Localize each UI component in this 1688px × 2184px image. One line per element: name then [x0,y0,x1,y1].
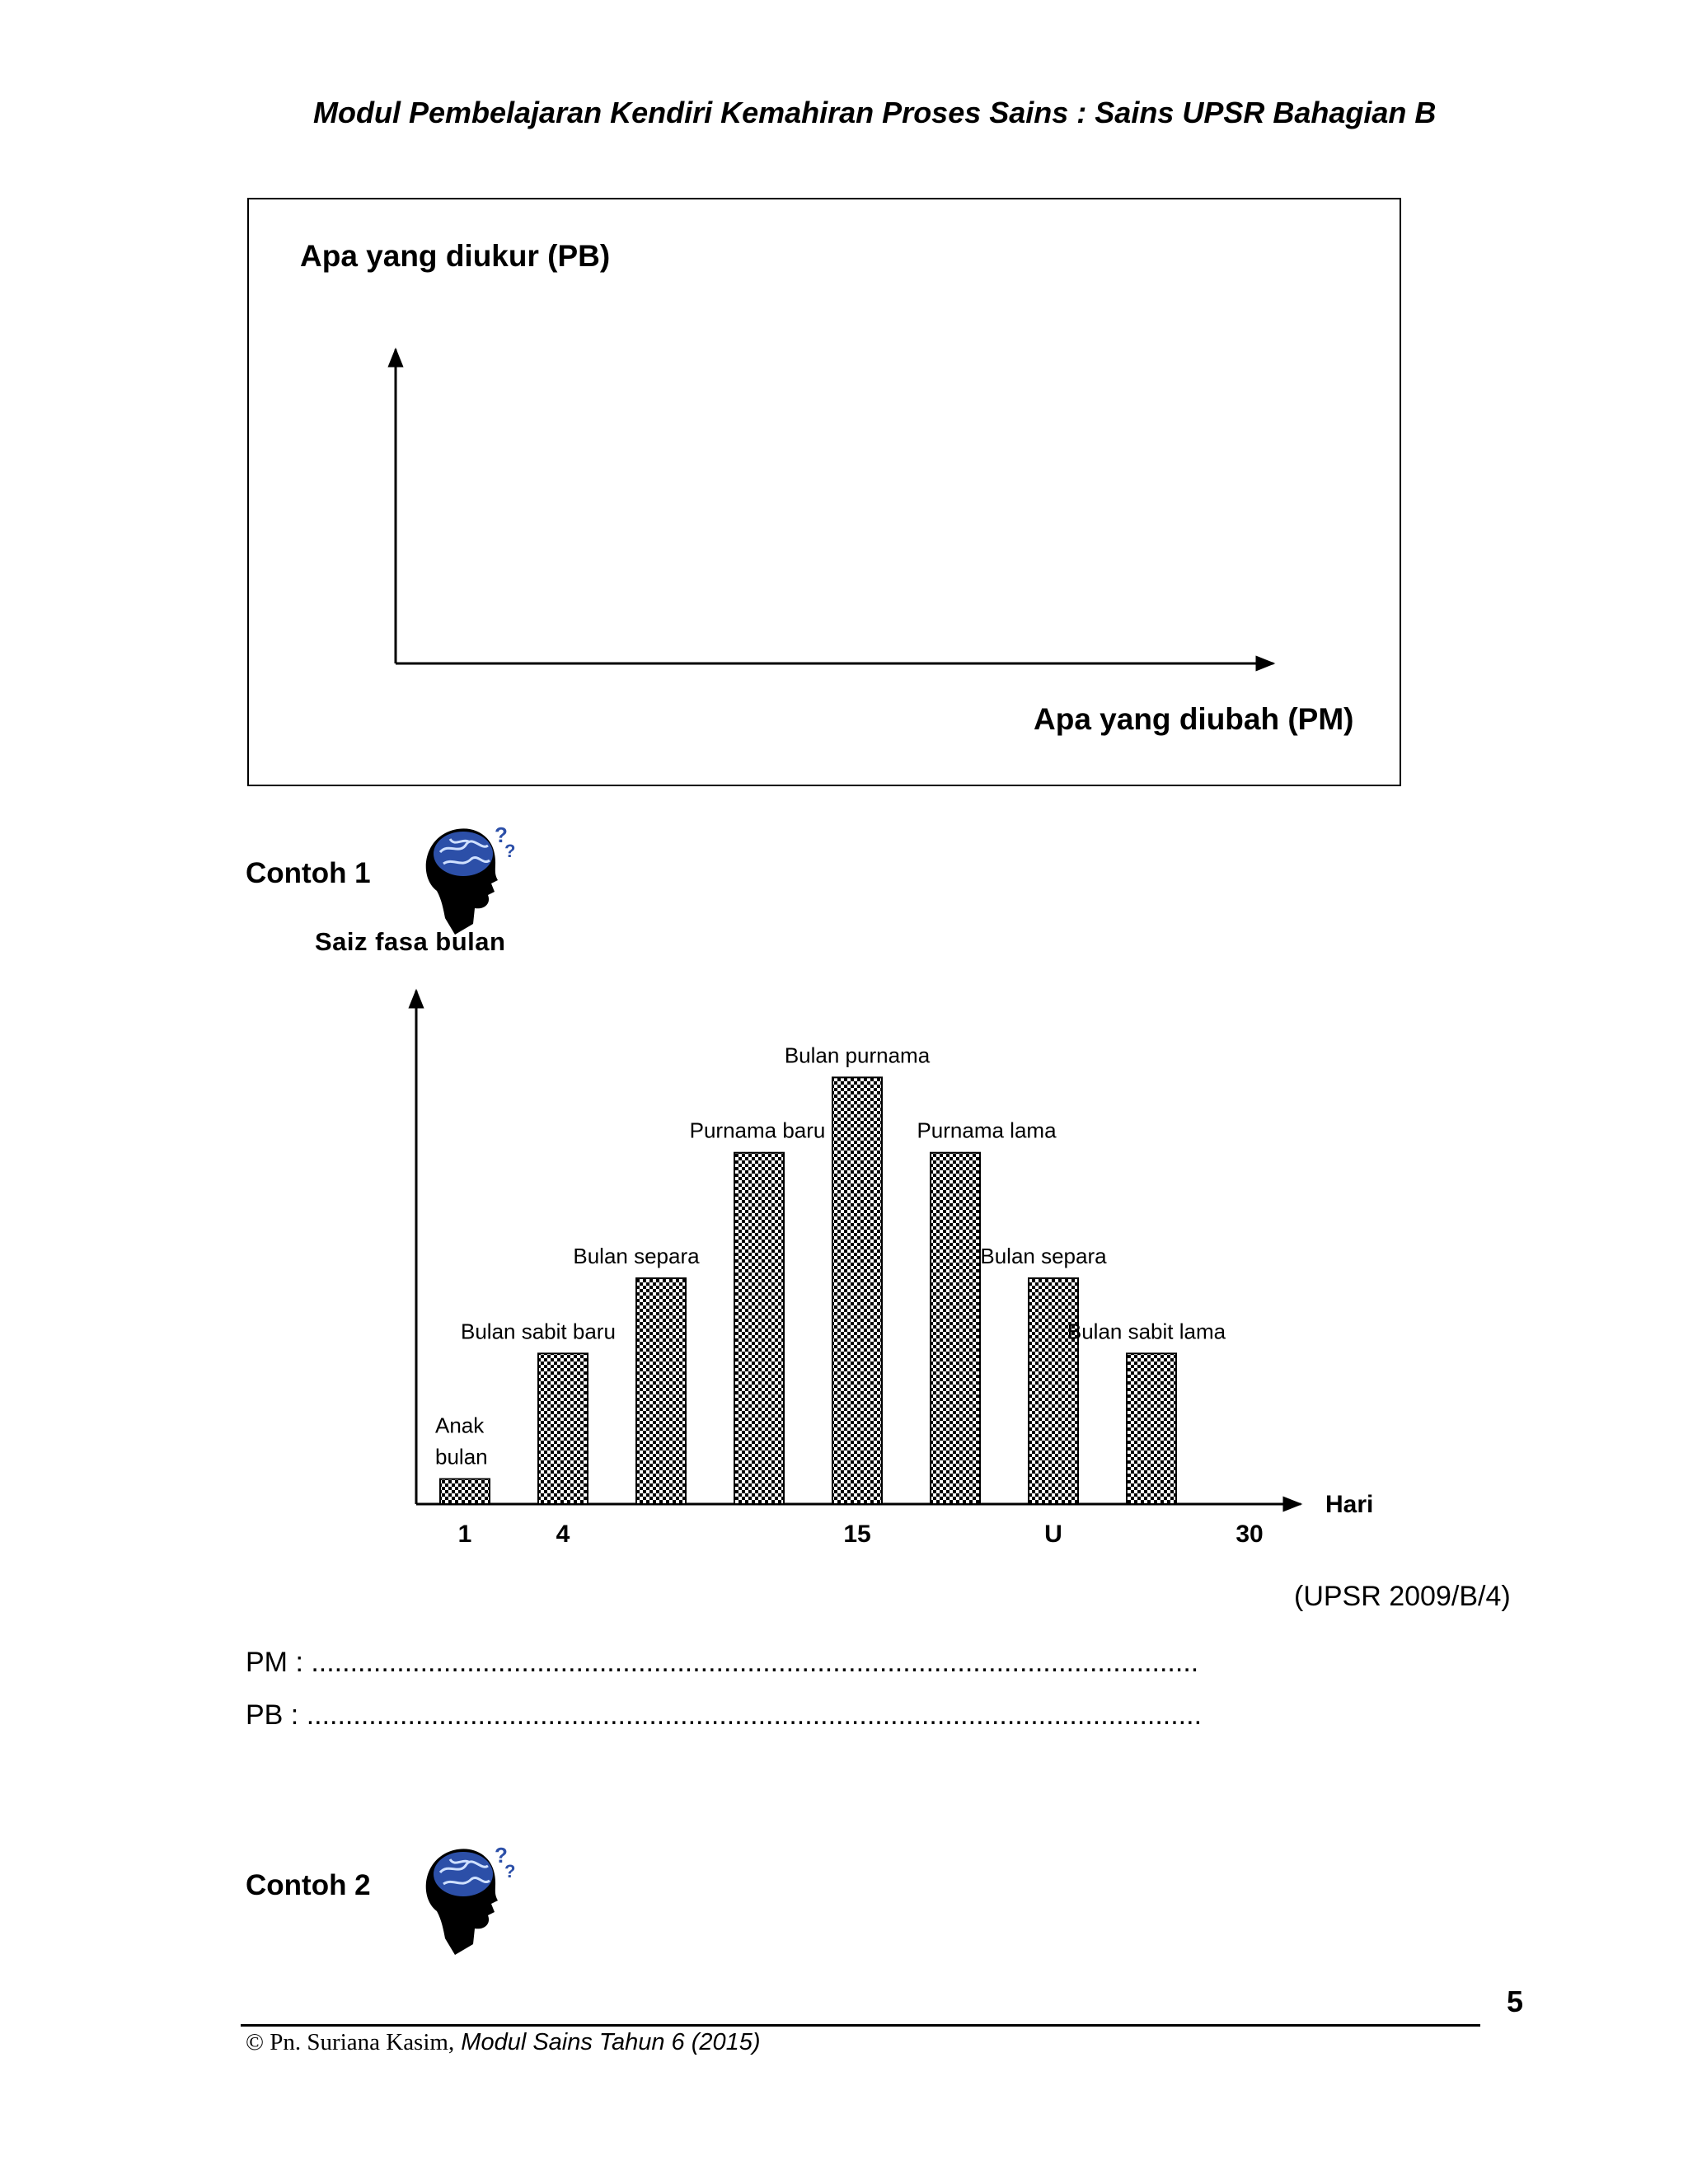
bar-2 [538,1353,588,1504]
bar-label-1-line-1: Anak [435,1413,485,1438]
svg-text:?: ? [504,1861,516,1882]
page-number: 5 [1507,1985,1524,2018]
bar-3 [636,1278,686,1504]
chart-y-axis-label: Saiz fasa bulan [315,927,506,956]
svg-text:?: ? [495,823,508,847]
bar-7 [1029,1278,1078,1504]
x-tick-label-7: U [1044,1521,1062,1548]
svg-text:?: ? [504,841,516,861]
template-y-axis-label: Apa yang diukur (PB) [300,239,611,273]
bar-6 [931,1153,980,1504]
brain-head-icon [412,821,519,936]
bar-label-8: Bulan sabit lama [1067,1319,1226,1344]
bar-label-5: Bulan purnama [784,1043,931,1068]
bar-label-4: Purnama baru [689,1118,826,1143]
example2-label: Contoh 2 [246,1869,371,1901]
bar-label-1-line-2: bulan [435,1444,488,1469]
svg-text:?: ? [495,1843,508,1868]
bar-5 [832,1077,882,1504]
footer-divider [241,2024,1480,2027]
bar-label-6: Purnama lama [917,1118,1057,1143]
source-citation: (UPSR 2009/B/4) [1294,1581,1511,1612]
bar-1 [440,1479,490,1504]
bar-label-7: Bulan separa [980,1243,1107,1268]
footer-credit [246,2029,761,2056]
footer-author: © Pn. Suriana Kasim, [246,2029,455,2055]
x-tick-label-5: 15 [843,1521,871,1548]
pb-answer-line[interactable]: PB : ................................................................................................................... [246,1699,1203,1731]
brain-head-icon [412,1841,519,1957]
example1-label: Contoh 1 [246,857,371,889]
template-x-axis-label: Apa yang diubah (PM) [1034,702,1354,736]
x-tick-label-2: 4 [556,1521,570,1548]
bar-label-3: Bulan separa [573,1243,700,1268]
x-tick-label-9: 30 [1236,1521,1264,1548]
chart-x-axis-label: Hari [1325,1491,1374,1518]
moon-phase-bar-chart [0,972,1688,1582]
bar-4 [734,1153,784,1504]
bar-8 [1127,1353,1176,1504]
footer-book-title: Modul Sains Tahun 6 (2015) [461,2029,761,2055]
template-axes [0,0,1688,824]
x-tick-label-1: 1 [457,1521,472,1548]
pm-answer-line[interactable]: PM : .................................................................................................................. [246,1647,1199,1678]
header-title: Modul Pembelajaran Kendiri Kemahiran Proses Sains : Sains UPSR Bahagian B [313,96,1437,129]
bar-label-2: Bulan sabit baru [461,1319,616,1344]
